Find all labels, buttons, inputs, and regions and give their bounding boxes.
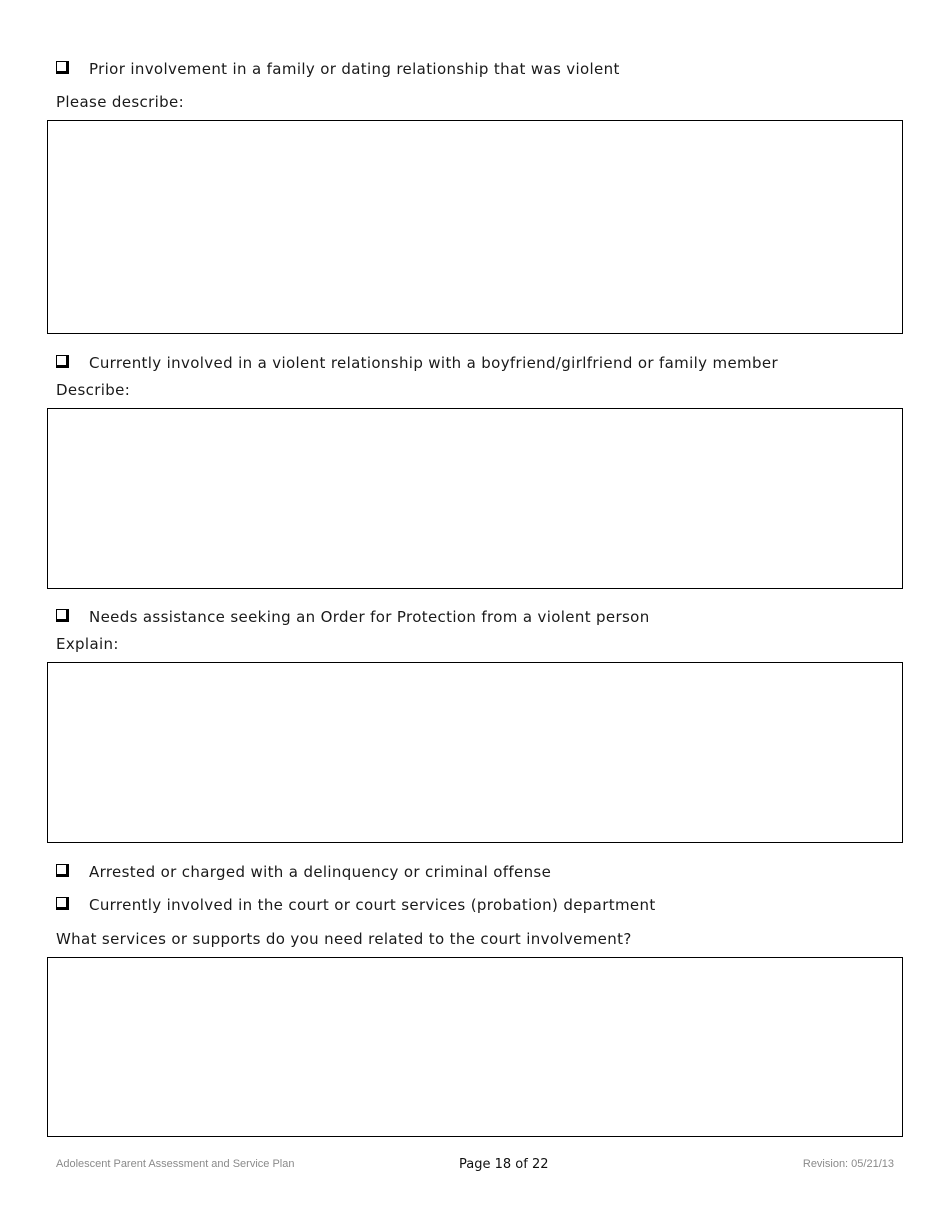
checkbox-label: Prior involvement in a family or dating relationship that was violent [89,60,620,78]
answer-textarea-current-violent[interactable] [47,408,903,589]
answer-textarea-prior-violent[interactable] [47,120,903,334]
checkbox-icon[interactable] [56,897,69,910]
checkbox-icon[interactable] [56,864,69,877]
checkbox-label: Currently involved in a violent relationship with a boyfriend/girlfriend or family member [89,354,778,372]
checkbox-row-order-for-protection[interactable] [56,606,650,628]
checkbox-label: Needs assistance seeking an Order for Protection from a violent person [89,608,650,626]
footer-revision-date: Revision: 05/21/13 [802,1158,894,1170]
prompt-label: Please describe: [56,93,184,111]
prompt-label: What services or supports do you need related to the court involvement? [56,930,632,948]
checkbox-row-arrested-charged[interactable] [56,861,551,883]
answer-textarea-court-services[interactable] [47,957,903,1137]
prompt-label: Describe: [56,381,131,399]
footer-page-number: Page 18 of 22 [459,1157,549,1172]
footer-document-title: Adolescent Parent Assessment and Service Plan [56,1158,295,1170]
checkbox-icon[interactable] [56,355,69,368]
checkbox-row-prior-violent-relationship[interactable] [56,58,620,80]
prompt-label: Explain: [56,635,119,653]
answer-textarea-order-for-protection[interactable] [47,662,903,843]
checkbox-label: Currently involved in the court or court services (probation) department [89,896,656,914]
checkbox-label: Arrested or charged with a delinquency or criminal offense [89,863,552,881]
checkbox-row-court-involvement[interactable] [56,894,656,916]
checkbox-icon[interactable] [56,609,69,622]
checkbox-icon[interactable] [56,61,69,74]
checkbox-row-current-violent-relationship[interactable] [56,352,778,374]
